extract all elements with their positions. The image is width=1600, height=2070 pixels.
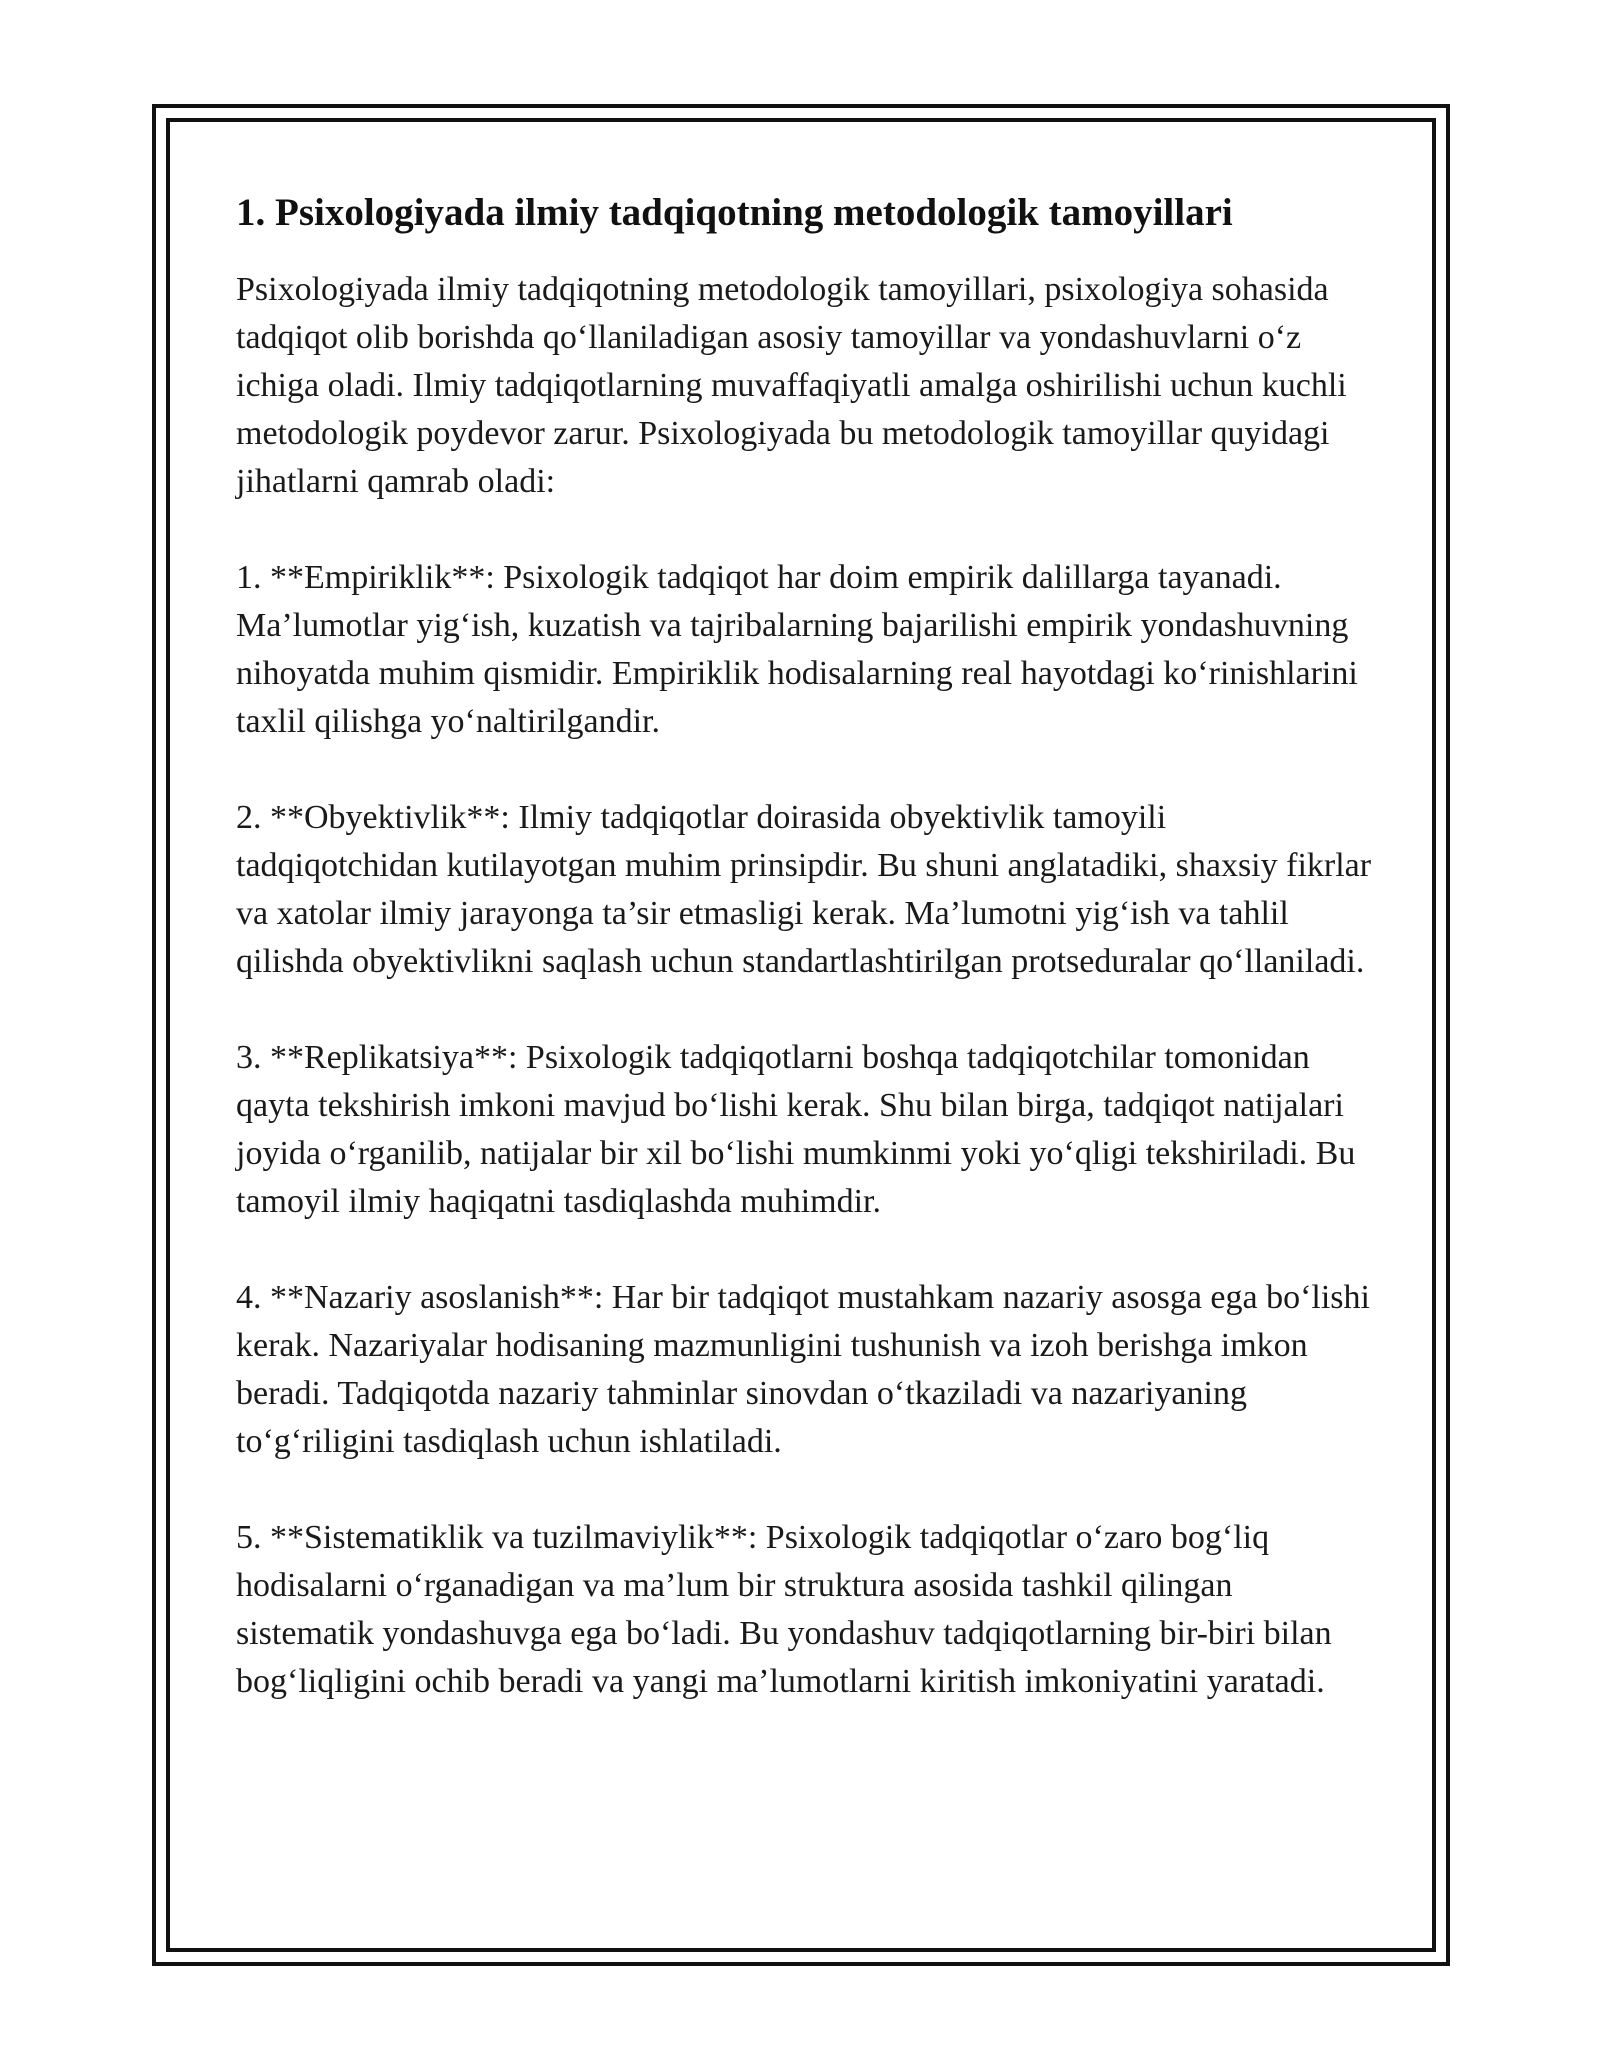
intro-paragraph: Psixologiyada ilmiy tadqiqotning metodologik tamoyillari, psixologiya sohasida tadqiqot olib borishda qo‘llaniladigan asosiy tamoyillar va yondashuvlarni o‘z ichiga oladi. Ilmiy tadqiqotlarning muvaffaqiyatli amalga oshirilishi uchun kuchli metodologik poydevor zarur. Psixologiyada bu metodologik tamoyillar quyidagi jihatlarni qamrab oladi: (236, 271, 1347, 500)
principle-nazariy-asoslanish: 4. **Nazariy asoslanish**: Har bir tadqiqot mustahkam nazariy asosga ega bo‘lishi kerak. Nazariyalar hodisaning mazmunligini tushunish va izoh berishga imkon beradi. Tadqiqotda nazariy tahminlar sinovdan o‘tkaziladi va nazariyaning to‘g‘riligini tasdiqlash uchun ishlatiladi. (236, 1279, 1370, 1460)
principle-obyektivlik: 2. **Obyektivlik**: Ilmiy tadqiqotlar doirasida obyektivlik tamoyili tadqiqotchidan kutilayotgan muhim prinsipdir. Bu shuni anglatadiki, shaxsiy fikrlar va xatolar ilmiy jarayonga ta’sir etmasligi kerak. Ma’lumotni yig‘ish va tahlil qilishda obyektivlikni saqlash uchun standartlashtirilgan protseduralar qo‘llaniladi. (236, 799, 1372, 980)
principle-replikatsiya: 3. **Replikatsiya**: Psixologik tadqiqotlarni boshqa tadqiqotchilar tomonidan qayta tekshirish imkoni mavjud bo‘lishi kerak. Shu bilan birga, tadqiqot natijalari joyida o‘rganilib, natijalar bir xil bo‘lishi mumkinmi yoki yo‘qligi tekshiriladi. Bu tamoyil ilmiy haqiqatni tasdiqlashda muhimdir. (236, 1039, 1356, 1220)
document-body (236, 188, 1376, 1754)
principle-sistematiklik: 5. **Sistematiklik va tuzilmaviylik**: Psixologik tadqiqotlar o‘zaro bog‘liq hodisalarni o‘rganadigan va ma’lum bir struktura asosida tashkil qilingan sistematik yondashuvga ega bo‘ladi. Bu yondashuv tadqiqotlarning bir-biri bilan bog‘liqligini ochib beradi va yangi ma’lumotlarni kiritish imkoniyatini yaratadi. (236, 1519, 1332, 1700)
principle-empiriklik: 1. **Empiriklik**: Psixologik tadqiqot har doim empirik dalillarga tayanadi. Ma’lumotlar yig‘ish, kuzatish va tajribalarning bajarilishi empirik yondashuvning nihoyatda muhim qismidir. Empiriklik hodisalarning real hayotdagi ko‘rinishlarini taxlil qilishga yo‘naltirilgandir. (236, 559, 1358, 740)
section-heading: 1. Psixologiyada ilmiy tadqiqotning metodologik tamoyillari (236, 191, 1233, 234)
